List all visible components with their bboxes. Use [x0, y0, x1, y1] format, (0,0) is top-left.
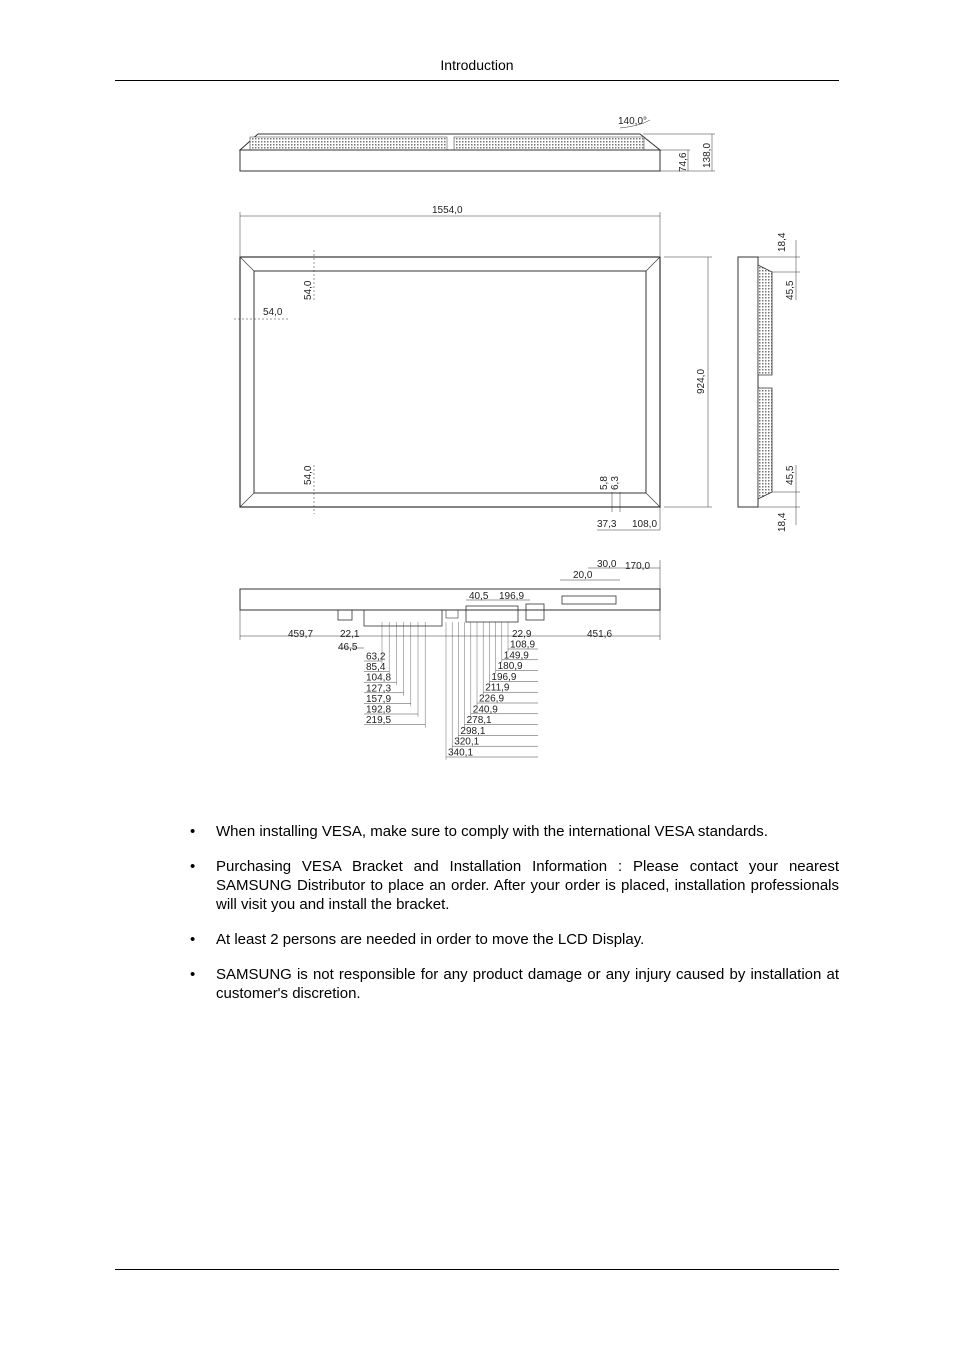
bottom-left-b-label: 46,5	[338, 642, 358, 653]
front-height-label: 924,0	[696, 368, 707, 394]
front-width-label: 1554,0	[432, 205, 463, 216]
dimension-label: 180,9	[497, 661, 523, 673]
bottom-left-offset-label: 459,7	[288, 629, 314, 640]
front-bottom-left-label: 37,3	[597, 519, 617, 530]
dimension-label: 108,9	[510, 639, 536, 651]
left-dimension-stack	[364, 622, 425, 728]
top-depth-front-label: 74,6	[678, 152, 689, 172]
dimension-label: 340,1	[448, 747, 474, 759]
dimension-label: 298,1	[460, 725, 486, 737]
dimension-label: 226,9	[479, 693, 505, 705]
dimension-label: 149,9	[503, 650, 529, 662]
dimension-label: 196,9	[491, 671, 517, 683]
bottom-right-a-label: 22,9	[512, 629, 532, 640]
dimension-label: 278,1	[466, 715, 492, 727]
note-item	[190, 857, 839, 914]
installation-notes	[190, 822, 839, 1019]
bullet-glyph: •	[190, 966, 196, 983]
front-small-a-label: 5,8	[599, 476, 610, 490]
note-item	[190, 930, 839, 949]
right-dimension-stack	[446, 622, 538, 760]
note-item	[190, 965, 839, 1003]
note-item	[190, 822, 839, 841]
footer-rule	[115, 1269, 839, 1270]
note-text: Purchasing VESA Bracket and Installation Information : Please contact your nearest SAMSUNG Distributor to place an order. After your order is placed, installation professionals will visit you and install the bracket.	[216, 858, 839, 913]
side-top-seg-label: 45,5	[785, 280, 796, 300]
side-bottom-seg-label: 45,5	[785, 465, 796, 485]
dimension-label: 192,8	[366, 704, 392, 716]
top-view	[240, 120, 715, 171]
bottom-right-offset-label: 451,6	[587, 629, 613, 640]
bottom-top-d-label: 40,5	[469, 591, 489, 602]
note-text: At least 2 persons are needed in order to move the LCD Display.	[216, 931, 645, 948]
top-angle-label: 140,0°	[618, 116, 648, 127]
dimension-label: 127,3	[366, 683, 392, 695]
front-hole-top-label: 54,0	[303, 280, 314, 300]
top-depth-total-label: 138,0	[702, 142, 713, 168]
bullet-glyph: •	[190, 823, 196, 840]
note-text: When installing VESA, make sure to comply with the international VESA standards.	[216, 823, 768, 840]
dimension-label: 63,2	[366, 651, 386, 663]
dimension-label: 219,5	[366, 715, 392, 727]
bottom-top-a-label: 30,0	[597, 559, 617, 570]
dimension-label: 104,8	[366, 672, 392, 684]
side-top-gap-label: 18,4	[777, 232, 788, 252]
dimension-label: 85,4	[366, 662, 386, 674]
front-hole-left-label: 54,0	[263, 307, 283, 318]
dimension-label: 320,1	[454, 736, 480, 748]
dimension-label: 240,9	[472, 704, 498, 716]
dimension-label: 211,9	[485, 682, 510, 694]
bottom-top-c-label: 20,0	[573, 570, 593, 581]
side-bottom-gap-label: 18,4	[777, 512, 788, 532]
bottom-top-e-label: 196,9	[499, 591, 525, 602]
bullet-glyph: •	[190, 858, 196, 875]
dimension-label: 157,9	[366, 693, 392, 705]
note-text: SAMSUNG is not responsible for any product damage or any injury caused by installation at customer's discretion.	[216, 966, 839, 1002]
page-header-title: Introduction	[440, 57, 514, 73]
bottom-top-b-label: 170,0	[625, 561, 651, 572]
front-small-b-label: 6,3	[610, 476, 621, 490]
front-bottom-right-label: 108,0	[632, 519, 658, 530]
bottom-left-a-label: 22,1	[340, 629, 360, 640]
front-hole-bottom-label: 54,0	[303, 465, 314, 485]
bullet-glyph: •	[190, 931, 196, 948]
